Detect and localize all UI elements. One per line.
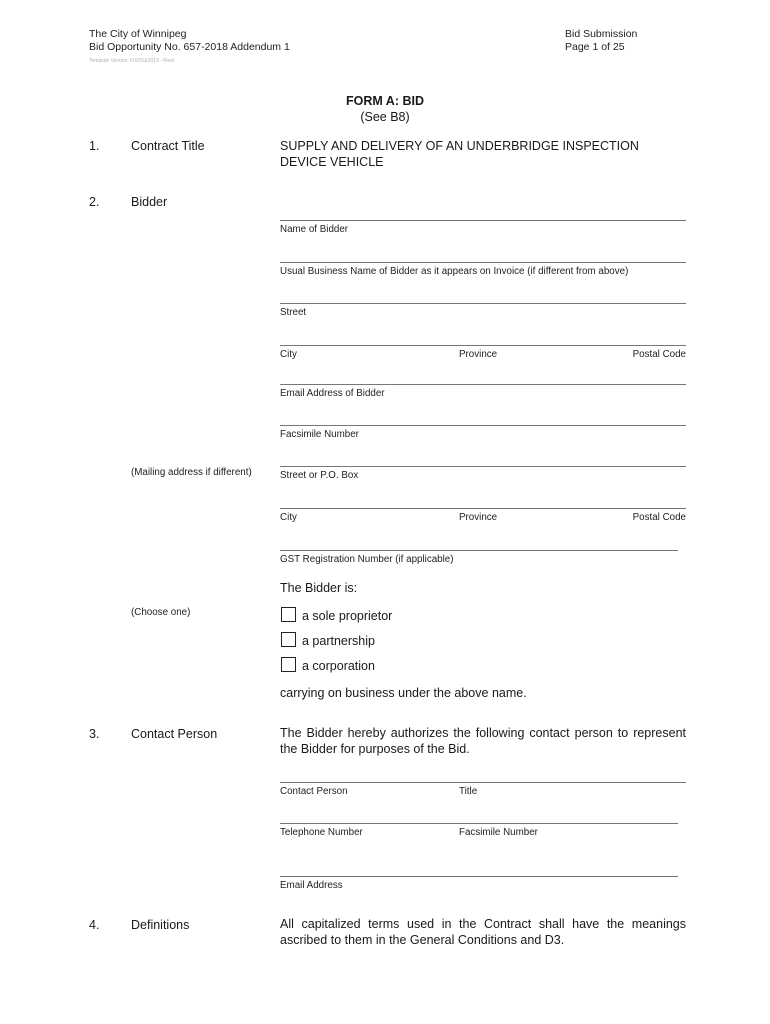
- section-3-label: Contact Person: [131, 727, 218, 741]
- sole-proprietor-label: a sole proprietor: [302, 609, 393, 623]
- telephone-fax-line[interactable]: [280, 823, 678, 824]
- form-subtitle: (See B8): [360, 110, 410, 124]
- partnership-label: a partnership: [302, 634, 375, 648]
- street-po-label: Street or P.O. Box: [280, 470, 359, 481]
- section-2-number: 2.: [89, 195, 100, 209]
- section-1-label: Contract Title: [131, 139, 205, 153]
- corporation-label: a corporation: [302, 659, 375, 673]
- postal-code-label: Postal Code: [632, 349, 686, 360]
- province-label: Province: [459, 349, 498, 360]
- contact-email-label: Email Address: [280, 880, 343, 891]
- carrying-on-business-text: carrying on business under the above name.: [280, 686, 527, 700]
- city-province-postal-line[interactable]: [280, 345, 686, 346]
- partnership-checkbox[interactable]: [281, 632, 296, 647]
- email-line[interactable]: [280, 384, 686, 385]
- gst-label: GST Registration Number (if applicable): [280, 554, 454, 565]
- header-org: The City of Winnipeg: [89, 28, 187, 40]
- header-template-note: Template Version: F0201&2013 - Fleet: [89, 58, 175, 64]
- contract-title-line-2: DEVICE VEHICLE: [280, 155, 384, 169]
- email-label: Email Address of Bidder: [280, 388, 385, 399]
- fax-line[interactable]: [280, 425, 686, 426]
- section-1-number: 1.: [89, 139, 100, 153]
- contact-fax-label: Facsimile Number: [459, 827, 538, 838]
- mailing-address-note: (Mailing address if different): [131, 467, 252, 478]
- city-label: City: [280, 349, 297, 360]
- usual-business-name-line[interactable]: [280, 262, 686, 263]
- section-4-number: 4.: [89, 918, 100, 932]
- street-po-line[interactable]: [280, 466, 686, 467]
- corporation-checkbox[interactable]: [281, 657, 296, 672]
- usual-business-name-label: Usual Business Name of Bidder as it appears on Invoice (if different from above): [280, 266, 629, 277]
- mailing-city-line[interactable]: [280, 508, 686, 509]
- section-2-label: Bidder: [131, 195, 168, 209]
- fax-label: Facsimile Number: [280, 429, 359, 440]
- header-page-number: Page 1 of 25: [565, 41, 625, 53]
- street-label: Street: [280, 307, 307, 318]
- header-doc-type: Bid Submission: [565, 28, 638, 40]
- street-line[interactable]: [280, 303, 686, 304]
- section-4-label: Definitions: [131, 918, 190, 932]
- contact-email-line[interactable]: [280, 876, 678, 877]
- contact-title-label: Title: [459, 786, 478, 797]
- contract-title-line-1: SUPPLY AND DELIVERY OF AN UNDERBRIDGE INSPECTION: [280, 139, 639, 153]
- mailing-city-label: City: [280, 512, 297, 523]
- mailing-province-label: Province: [459, 512, 498, 523]
- gst-line[interactable]: [280, 550, 678, 551]
- contact-person-line[interactable]: [280, 782, 686, 783]
- choose-one-note: (Choose one): [131, 607, 191, 618]
- header-bid-opportunity: Bid Opportunity No. 657-2018 Addendum 1: [89, 41, 290, 53]
- contact-person-authorization-text: The Bidder hereby authorizes the following contact person to represent the Bidder for purposes of the Bid.: [280, 726, 686, 756]
- telephone-label: Telephone Number: [280, 827, 363, 838]
- bidder-is-text: The Bidder is:: [280, 581, 358, 595]
- section-3-number: 3.: [89, 727, 100, 741]
- contact-person-label: Contact Person: [280, 786, 348, 797]
- form-title: FORM A: BID: [346, 94, 424, 108]
- definitions-text: All capitalized terms used in the Contract shall have the meanings ascribed to them in the General Conditions and D3.: [280, 917, 686, 947]
- name-of-bidder-label: Name of Bidder: [280, 224, 349, 235]
- mailing-postal-code-label: Postal Code: [632, 512, 686, 523]
- name-of-bidder-line[interactable]: [280, 220, 686, 221]
- sole-proprietor-checkbox[interactable]: [281, 607, 296, 622]
